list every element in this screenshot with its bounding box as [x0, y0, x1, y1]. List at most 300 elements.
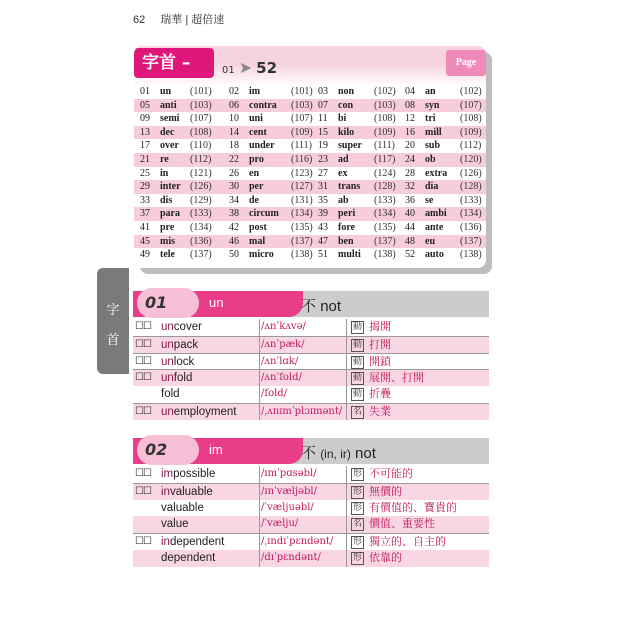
index-number: 47 — [318, 235, 328, 247]
side-tab-char-1: 字 — [106, 303, 120, 318]
index-number: 39 — [318, 208, 328, 220]
index-prefix: se — [425, 194, 434, 206]
part-of-speech-badge: 名 — [352, 406, 362, 417]
index-number: 15 — [318, 126, 328, 138]
index-prefix: pro — [249, 153, 264, 165]
column-divider — [346, 337, 347, 353]
part-of-speech-badge: 動 — [352, 339, 362, 350]
index-number: 30 — [229, 181, 239, 193]
index-page-ref: (135) — [374, 221, 396, 233]
index-number: 01 — [140, 86, 150, 97]
index-prefix: extra — [425, 167, 448, 179]
index-number: 52 — [405, 249, 415, 261]
index-prefix: uni — [249, 113, 263, 125]
index-number: 11 — [318, 113, 328, 125]
index-prefix: non — [338, 86, 355, 97]
column-divider — [346, 516, 347, 533]
index-page-ref: (138) — [374, 249, 396, 261]
arrow-right-icon: ➤ — [238, 58, 253, 77]
index-prefix: ben — [338, 235, 354, 247]
entry-word — [161, 386, 180, 403]
index-prefix: under — [249, 140, 275, 152]
index-page-ref: (131) — [291, 194, 313, 206]
index-number: 51 — [318, 249, 328, 261]
index-row — [134, 112, 486, 126]
checkbox-pair[interactable]: ☐☐ — [135, 338, 151, 350]
index-prefix: un — [160, 86, 172, 97]
index-prefix: dec — [160, 126, 175, 138]
entry-ipa: /fold/ — [261, 388, 288, 400]
entry-word — [161, 550, 215, 567]
part-of-speech-badge: 形 — [352, 552, 362, 563]
entry-translation: 打開 — [369, 337, 391, 351]
entry-word-root: in — [161, 536, 170, 549]
index-number: 33 — [140, 194, 150, 206]
section-meaning — [301, 442, 376, 463]
column-divider — [346, 484, 347, 500]
column-divider — [346, 319, 347, 336]
index-number: 31 — [318, 181, 328, 193]
entry-word-rest: valuable — [161, 501, 204, 514]
index-page-ref: (112) — [460, 140, 482, 152]
index-prefix: ad — [338, 153, 349, 165]
part-of-speech-badge: 形 — [352, 486, 362, 497]
entry-word-rest: dependent — [169, 536, 225, 549]
side-tab-char-2: 首 — [106, 333, 120, 348]
index-row — [134, 207, 486, 221]
part-of-speech-badge: 形 — [352, 502, 362, 513]
page-number: 62 — [133, 14, 146, 26]
index-row — [134, 194, 486, 208]
index-prefix: sub — [425, 140, 441, 152]
index-page-ref: (129) — [190, 194, 212, 206]
checkbox-pair[interactable]: ☐☐ — [135, 321, 151, 332]
index-range — [222, 58, 277, 77]
index-row — [134, 139, 486, 153]
index-prefix: super — [338, 140, 362, 152]
index-number: 03 — [318, 86, 328, 97]
index-number: 09 — [140, 113, 150, 125]
index-prefix: ante — [425, 221, 444, 233]
index-prefix: para — [160, 208, 180, 220]
index-page-ref: (126) — [190, 181, 212, 193]
index-page-ref: (137) — [460, 235, 482, 247]
entry-word — [161, 404, 236, 421]
entry-word-rest: possible — [173, 468, 216, 480]
index-page-ref: (117) — [374, 153, 396, 165]
index-page-ref: (133) — [460, 194, 482, 206]
index-number: 24 — [405, 153, 415, 165]
entry-ipa: /ʌnˈlɑk/ — [261, 355, 299, 367]
entry-translation: 不可能的 — [369, 467, 413, 480]
entry-ipa: /ˈvæljuəbl/ — [261, 501, 314, 513]
entry-word-rest: lock — [173, 355, 195, 368]
index-page-ref: (109) — [460, 126, 482, 138]
index-prefix: con — [338, 99, 353, 111]
index-page-ref: (107) — [190, 113, 212, 125]
entry-list — [133, 466, 489, 567]
index-prefix: mill — [425, 126, 442, 138]
index-number: 20 — [405, 140, 415, 152]
index-number: 19 — [318, 140, 328, 152]
entry-row — [133, 550, 489, 567]
column-divider — [259, 516, 260, 533]
index-prefix: tele — [160, 249, 175, 261]
entry-ipa: /ˌʌnɪmˈplɔɪmənt/ — [261, 405, 343, 417]
entry-word — [161, 370, 192, 387]
index-page-ref: (112) — [190, 153, 212, 165]
part-of-speech-badge: 形 — [352, 469, 362, 479]
entry-word-rest: dependent — [161, 551, 216, 564]
index-prefix: contra — [249, 99, 277, 111]
index-number: 02 — [229, 86, 239, 97]
index-number: 26 — [229, 167, 239, 179]
meaning-zh: 不 — [301, 444, 317, 462]
index-page-ref: (101) — [190, 86, 212, 97]
index-number: 14 — [229, 126, 239, 138]
index-page-ref: (101) — [291, 86, 313, 97]
index-prefix: im — [249, 86, 261, 97]
index-page-ref: (116) — [291, 153, 313, 165]
entry-row — [133, 403, 489, 420]
index-page-ref: (111) — [291, 140, 312, 152]
page-label-tab: Page — [446, 50, 486, 76]
index-prefix: en — [249, 167, 259, 179]
entry-list — [133, 319, 489, 420]
index-prefix: auto — [425, 249, 444, 261]
column-divider — [346, 500, 347, 517]
index-page-ref: (135) — [291, 221, 313, 233]
checkbox-pair[interactable]: ☐☐ — [135, 355, 151, 367]
index-prefix: post — [249, 221, 267, 233]
index-number: 28 — [405, 167, 415, 179]
index-title: 字首 – — [134, 48, 214, 78]
index-prefix: mal — [249, 235, 266, 247]
index-row — [134, 99, 486, 113]
index-prefix: ob — [425, 153, 436, 165]
index-page-ref: (126) — [460, 167, 482, 179]
index-page-ref: (134) — [190, 221, 212, 233]
index-page-ref: (108) — [460, 113, 482, 125]
section-prefix-im — [133, 438, 489, 578]
entry-word — [161, 354, 194, 371]
part-of-speech-badge: 名 — [352, 519, 362, 530]
index-page-ref: (109) — [374, 126, 396, 138]
meaning-en: not — [355, 445, 376, 462]
part-of-speech-badge: 動 — [352, 373, 362, 384]
index-table — [134, 85, 486, 262]
entry-row — [133, 336, 489, 353]
index-page-ref: (110) — [190, 140, 212, 152]
index-page-ref: (138) — [460, 249, 482, 261]
entry-word-rest: pack — [173, 338, 199, 351]
index-prefix: ambi — [425, 208, 447, 220]
index-prefix: over — [160, 140, 179, 152]
index-page-ref: (107) — [291, 113, 313, 125]
index-range-from: 01 — [222, 65, 235, 76]
index-page-ref: (128) — [460, 181, 482, 193]
index-range-to: 52 — [256, 59, 278, 77]
entry-ipa: /ɪnˈvæljəbl/ — [261, 485, 317, 497]
index-prefix: micro — [249, 249, 274, 261]
index-number: 23 — [318, 153, 328, 165]
index-row — [134, 153, 486, 167]
entry-translation: 獨立的、自主的 — [369, 535, 446, 549]
index-prefix: per — [249, 181, 264, 193]
index-page-ref: (128) — [374, 181, 396, 193]
entry-ipa: /ˈvælju/ — [261, 518, 299, 530]
prefix-index-panel — [134, 46, 489, 271]
index-prefix: tri — [425, 113, 436, 125]
index-number: 48 — [405, 235, 415, 247]
index-page-ref: (108) — [374, 113, 396, 125]
entry-word-rest: valuable — [169, 485, 213, 498]
entry-translation: 無價的 — [369, 484, 402, 498]
entry-translation: 開鎖 — [369, 354, 391, 368]
index-number: 44 — [405, 221, 415, 233]
index-page-ref: (103) — [190, 99, 212, 111]
column-divider — [346, 370, 347, 386]
index-row — [134, 235, 486, 249]
index-prefix: dis — [160, 194, 173, 206]
index-number: 38 — [229, 208, 239, 220]
entry-translation: 失業 — [369, 404, 391, 418]
index-page-ref: (120) — [460, 153, 482, 165]
index-page-ref: (102) — [460, 86, 482, 97]
entry-ipa: /ʌnˈfold/ — [261, 372, 302, 384]
entry-word-root: in — [161, 485, 170, 498]
index-page-ref: (121) — [190, 167, 212, 179]
entry-translation: 有價值的、寶貴的 — [369, 500, 457, 514]
index-number: 27 — [318, 167, 328, 179]
index-prefix: peri — [338, 208, 356, 220]
page-header — [133, 11, 224, 27]
index-page-ref: (136) — [460, 221, 482, 233]
index-number: 07 — [318, 99, 328, 111]
index-number: 22 — [229, 153, 239, 165]
index-page-ref: (127) — [291, 181, 313, 193]
index-row — [134, 248, 486, 262]
column-divider — [346, 386, 347, 403]
index-page-ref: (103) — [374, 99, 396, 111]
index-page-ref: (133) — [190, 208, 212, 220]
entry-row — [133, 353, 489, 370]
index-number: 25 — [140, 167, 150, 179]
column-divider — [259, 354, 260, 370]
entry-translation: 展開、打開 — [369, 371, 424, 385]
index-number: 16 — [405, 126, 415, 138]
index-prefix: de — [249, 194, 259, 206]
column-divider — [259, 500, 260, 517]
entry-ipa: /ʌnˈpæk/ — [261, 338, 305, 350]
index-prefix: in — [160, 167, 169, 179]
part-of-speech-badge: 動 — [352, 356, 362, 367]
index-prefix: an — [425, 86, 436, 97]
index-prefix: re — [160, 153, 169, 165]
entry-word-rest: fold — [173, 372, 193, 385]
index-number: 36 — [405, 194, 415, 206]
index-prefix: multi — [338, 249, 361, 261]
entry-row — [133, 500, 489, 517]
index-page-ref: (137) — [374, 235, 396, 247]
entry-row — [133, 533, 489, 550]
entry-row — [133, 466, 489, 483]
entry-word-root: un — [161, 355, 174, 368]
index-prefix: fore — [338, 221, 356, 233]
column-divider — [259, 534, 260, 550]
index-number: 35 — [318, 194, 328, 206]
index-page-ref: (134) — [460, 208, 482, 220]
index-row — [134, 180, 486, 194]
index-prefix: eu — [425, 235, 435, 247]
side-section-tab — [97, 268, 129, 374]
index-number: 41 — [140, 221, 150, 233]
entry-ipa: /ˌɪndɪˈpɛndənt/ — [261, 536, 334, 548]
column-divider — [259, 484, 260, 500]
index-number: 42 — [229, 221, 239, 233]
index-number: 17 — [140, 140, 150, 152]
column-divider — [346, 466, 347, 483]
index-page-ref: (137) — [190, 249, 212, 261]
entry-word-rest: cover — [173, 321, 202, 333]
entry-ipa: /dɪˈpɛndənt/ — [261, 551, 321, 563]
entry-ipa: /ʌnˈkʌvə/ — [261, 321, 306, 332]
index-page-ref: (124) — [374, 167, 396, 179]
entry-translation: 揭開 — [369, 320, 391, 333]
section-root: im — [209, 442, 223, 457]
entry-word-root: im — [161, 468, 174, 480]
index-number: 49 — [140, 249, 150, 261]
section-meaning — [301, 295, 341, 316]
index-page-ref: (107) — [460, 99, 482, 111]
index-number: 04 — [405, 86, 415, 97]
meaning-zh: 不 — [301, 297, 317, 315]
entry-word-rest: fold — [161, 388, 180, 401]
index-page-ref: (123) — [291, 167, 313, 179]
column-divider — [259, 337, 260, 353]
index-prefix: bi — [338, 113, 347, 125]
entry-ipa: /ɪmˈpɑsəbl/ — [261, 468, 317, 479]
meaning-en: not — [320, 298, 342, 315]
index-card — [134, 46, 486, 268]
meaning-extra: (in, ir) — [320, 447, 351, 461]
index-number: 40 — [405, 208, 415, 220]
index-row — [134, 85, 486, 99]
index-number: 05 — [140, 99, 150, 111]
entry-word-root: un — [161, 338, 174, 351]
entry-row — [133, 369, 489, 386]
index-page-ref: (108) — [190, 126, 212, 138]
index-page-ref: (134) — [291, 208, 313, 220]
index-prefix: pre — [160, 221, 175, 233]
entry-word — [161, 337, 198, 354]
section-root: un — [209, 295, 224, 310]
index-number: 10 — [229, 113, 239, 125]
checkbox-pair[interactable]: ☐☐ — [135, 468, 151, 479]
section-number-badge: 01 — [137, 288, 199, 318]
entry-word-rest: employment — [173, 405, 237, 418]
book-title: 瑞華 | 超倍速 — [160, 14, 225, 26]
index-prefix: anti — [160, 99, 177, 111]
column-divider — [259, 319, 260, 336]
section-number-badge: 02 — [137, 435, 199, 465]
entry-word-root: un — [161, 372, 174, 385]
index-prefix: kilo — [338, 126, 355, 138]
index-page-ref: (133) — [374, 194, 396, 206]
index-prefix: cent — [249, 126, 267, 138]
column-divider — [346, 354, 347, 370]
entry-translation: 價值、重要性 — [369, 517, 435, 531]
column-divider — [259, 550, 260, 567]
index-number: 12 — [405, 113, 415, 125]
entry-row — [133, 386, 489, 403]
index-page-ref: (138) — [291, 249, 313, 261]
part-of-speech-badge: 動 — [352, 389, 362, 400]
entry-translation: 折疊 — [369, 387, 391, 401]
index-row — [134, 221, 486, 235]
index-number: 45 — [140, 235, 150, 247]
index-page-ref: (136) — [190, 235, 212, 247]
index-page-ref: (103) — [291, 99, 313, 111]
entry-word-rest: value — [161, 518, 189, 531]
checkbox-pair[interactable]: ☐☐ — [135, 372, 151, 384]
entry-translation: 依靠的 — [369, 550, 402, 564]
checkbox-pair[interactable]: ☐☐ — [135, 485, 151, 497]
index-number: 06 — [229, 99, 239, 111]
index-page-ref: (111) — [374, 140, 395, 152]
entry-word — [161, 466, 215, 483]
index-page-ref: (137) — [291, 235, 313, 247]
column-divider — [346, 550, 347, 567]
index-page-ref: (134) — [374, 208, 396, 220]
index-prefix: syn — [425, 99, 440, 111]
column-divider — [259, 404, 260, 420]
section-prefix-un — [133, 291, 489, 421]
index-number: 21 — [140, 153, 150, 165]
index-number: 46 — [229, 235, 239, 247]
index-number: 43 — [318, 221, 328, 233]
entry-word-root: un — [161, 405, 174, 418]
index-number: 08 — [405, 99, 415, 111]
index-prefix: ex — [338, 167, 348, 179]
index-number: 34 — [229, 194, 239, 206]
column-divider — [259, 386, 260, 403]
entry-word-root: un — [161, 321, 174, 333]
entry-row — [133, 483, 489, 500]
index-prefix: mis — [160, 235, 175, 247]
index-prefix: ab — [338, 194, 349, 206]
index-prefix: dia — [425, 181, 439, 193]
index-prefix: circum — [249, 208, 279, 220]
index-prefix: trans — [338, 181, 361, 193]
entry-row — [133, 319, 489, 336]
index-page-ref: (102) — [374, 86, 396, 97]
index-number: 13 — [140, 126, 150, 138]
part-of-speech-badge: 形 — [352, 537, 362, 548]
checkbox-pair[interactable]: ☐☐ — [135, 405, 151, 417]
checkbox-pair[interactable]: ☐☐ — [135, 536, 151, 548]
entry-word — [161, 516, 189, 533]
index-row — [134, 167, 486, 181]
entry-row — [133, 516, 489, 533]
index-row — [134, 126, 486, 140]
column-divider — [346, 404, 347, 420]
index-number: 18 — [229, 140, 239, 152]
index-number: 37 — [140, 208, 150, 220]
part-of-speech-badge: 動 — [352, 322, 362, 332]
index-number: 29 — [140, 181, 150, 193]
index-prefix: semi — [160, 113, 180, 125]
